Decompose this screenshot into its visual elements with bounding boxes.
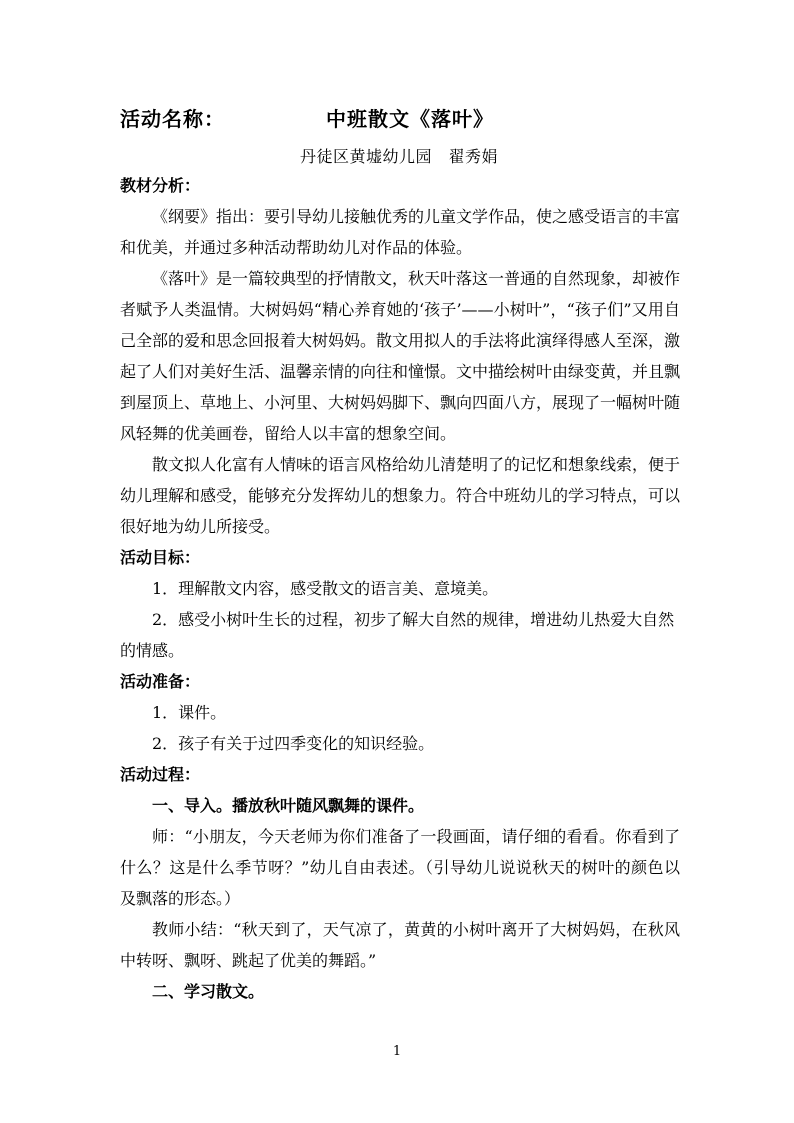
section-heading-prep: 活动准备：	[120, 672, 201, 691]
section-heading-analysis: 教材分析：	[120, 176, 201, 195]
goal-item: 2．感受小树叶生长的过程，初步了解大自然的规律，增进幼儿热爱大自然的情感。	[120, 610, 675, 660]
document-body	[120, 170, 680, 1007]
section-heading-process: 活动过程：	[120, 765, 201, 784]
analysis-paragraph: 《落叶》是一篇较典型的抒情散文，秋天叶落这一普通的自然现象，却被作者赋予人类温情。大树妈妈“精心养育她的‘孩子’——小树叶”，“孩子们”又用自己全部的爱和思念回报着大树妈妈。散文用拟人的手法将此演绎得感人至深，激起了人们对美好生活、温馨亲情的向往和憧憬。文中描绘树叶由绿变黄，并且飘到屋顶上、草地上、小河里、大树妈妈脚下、飘向四面八方，展现了一幅树叶随风轻舞的优美画卷，留给人以丰富的想象空间。	[120, 269, 681, 443]
process-paragraph: 教师小结：“秋天到了，天气凉了，黄黄的小树叶离开了大树妈妈，在秋风中转呀、飘呀、跳起了优美的舞蹈。”	[120, 920, 680, 970]
author-line: 丹徒区黄墟幼儿园 翟秀娟	[300, 147, 499, 166]
process-paragraph: 师：“小朋友，今天老师为你们准备了一段画面，请仔细的看看。你看到了什么？这是什么季节呀？”幼儿自由表述。（引导幼儿说说秋天的树叶的颜色以及飘落的形态。）	[120, 827, 680, 908]
prep-item: 1．课件。	[152, 703, 227, 722]
title-row	[120, 103, 680, 135]
analysis-paragraph: 散文拟人化富有人情味的语言风格给幼儿清楚明了的记忆和想象线索，便于幼儿理解和感受，能够充分发挥幼儿的想象力。符合中班幼儿的学习特点，可以很好地为幼儿所接受。	[120, 455, 681, 536]
analysis-paragraph: 《纲要》指出：要引导幼儿接触优秀的儿童文学作品，使之感受语言的丰富和优美，并通过多种活动帮助幼儿对作品的体验。	[120, 207, 681, 257]
document-title: 中班散文《落叶》	[326, 107, 494, 131]
process-step-heading: 二、学习散文。	[152, 982, 265, 1001]
activity-name-label: 活动名称：	[120, 107, 225, 131]
section-heading-goals: 活动目标：	[120, 548, 201, 567]
goal-item: 1．理解散文内容，感受散文的语言美、意境美。	[152, 579, 499, 598]
page-number: 1	[392, 1044, 402, 1059]
prep-item: 2．孩子有关于过四季变化的知识经验。	[152, 734, 435, 753]
process-step-heading: 一、导入。播放秋叶随风飘舞的课件。	[152, 796, 425, 815]
